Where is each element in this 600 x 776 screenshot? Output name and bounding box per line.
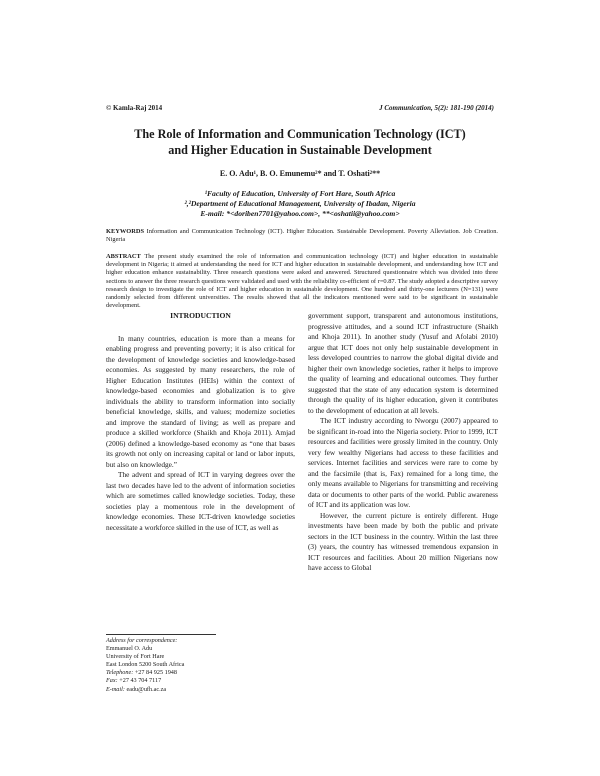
telephone-label: Telephone: xyxy=(106,669,134,677)
title-line-1: The Role of Information and Communication Technology (ICT) xyxy=(134,127,466,141)
correspondence-telephone xyxy=(106,669,295,677)
body-paragraph: The advent and spread of ICT in varying degrees over the last two decades have led to the advent of information societies which are sometimes called knowledge societies. Today, these societies play a momentous role in the development of knowledge economies. These ICT-driven knowledge societies necessitate a workforce skilled in the use of ICT, as well as xyxy=(106,470,295,532)
author-emails: E-mail: *<doriben7701@yahoo.com>, **<oshatii@yahoo.com> xyxy=(200,209,400,218)
abstract-label: ABSTRACT xyxy=(106,253,141,260)
email-value: eadu@ufh.ac.za xyxy=(124,685,167,693)
author-list: E. O. Adu¹, B. O. Emunemu²* and T. Oshati²** xyxy=(219,169,381,178)
introduction-heading: INTRODUCTION xyxy=(170,311,231,320)
body-paragraph: However, the current picture is entirely different. Huge investments have been made by both the public and private sectors in the ICT business in the country. Within the last three (3) years, the country has witnessed tremendous expansion in ICT resources and facilities. About 20 million Nigerians now have access to Global xyxy=(308,510,498,572)
correspondence-line-1: University of Fort Hare xyxy=(106,653,165,661)
abstract-text: The present study examined the role of information and communication technology (ICT) and higher education in sustainable development in Nigeria; it aimed at understanding the need for ICT and higher education in sustainable development, and understanding how ICT and higher education enhance sustainability. Three research questions were asked and answered. Structured questionnaire which was divided into three sections to answer the three research questions were validated and used with the reliability co-efficient of r=0.87. The study adopted a descriptive survey research design to investigate the role of ICT and higher education in sustainable development. One hundred and thirty-one lecturers (N=131) were randomly selected from different universities. The results showed that all the indicators mentioned were said to be significant in sustainable development. xyxy=(106,253,498,310)
journal-citation: J Communication, 5(2): 181-190 (2014) xyxy=(379,104,494,112)
body-paragraph: In many countries, education is more than a means for enabling progress and preventing poverty; it is also critical for the development of knowledge societies and knowledge-based economies. As suggested by many researchers, the role of Higher Education Institutes (HEIs) within the context of knowledge-based economies and globalization is to give individuals the ability to transform information into socially beneficial knowledge, skills, and values; modernize societies and improve the standard of living; as well as prepare and produce a skilled workforce (Shaikh and Khoja 2011). Amjad (2006) defined a knowledge-based economy as “one that bases its growth not only on increasing capital or land or labor inputs, but also on knowledge.” xyxy=(106,333,295,469)
correspondence-line-2: East London 5200 South Africa xyxy=(106,661,185,669)
keywords-label: KEYWORDS xyxy=(106,228,144,235)
body-paragraph: The ICT industry according to Nworgu (2007) appeared to be significant in-road into the Nigeria society. Prior to 1999, ICT resources and facilities were grossly limited in the country. Only very few wealthy Nigerians had access to these facilities and services. Internet facilities and services were rare to come by and the facsimile (that is, Fax) remained for a long time, the only means available to Nigerians for transmitting and receiving data or documents to other parts of the world. Public awareness of ICT and its application was low. xyxy=(308,416,498,509)
fax-label: Fax: xyxy=(106,677,118,685)
correspondence-email xyxy=(106,686,295,694)
keywords-text: Information and Communication Technology (ICT). Higher Education. Sustainable Development. Poverty Alleviation. Job Creation. Nigeria xyxy=(106,228,498,244)
affiliation-2: ²,²Department of Educational Management, University of Ibadan, Nigeria xyxy=(184,199,416,208)
affiliations xyxy=(60,189,540,219)
keywords xyxy=(106,228,498,245)
paper-title xyxy=(60,126,540,158)
running-header xyxy=(106,104,494,112)
abstract xyxy=(106,253,498,310)
left-column xyxy=(106,311,295,533)
fax-value: +27 43 704 7117 xyxy=(117,677,162,685)
right-column xyxy=(308,311,498,574)
correspondence-label: Address for correspondence: xyxy=(106,637,178,644)
footnote-divider xyxy=(106,634,216,635)
email-label: E-mail: xyxy=(106,685,125,693)
affiliation-1: ¹Faculty of Education, University of Fort Hare, South Africa xyxy=(204,189,396,198)
correspondence-name: Emmanuel O. Adu xyxy=(106,645,153,653)
telephone-value: +27 84 925 1948 xyxy=(133,669,177,677)
copyright-line: © Kamla-Raj 2014 xyxy=(106,104,163,112)
title-line-2: and Higher Education in Sustainable Development xyxy=(168,143,432,157)
body-paragraph: government support, transparent and autonomous institutions, progressive attitudes, and a sound ICT infrastructure (Shaikh and Khoja 2011). In another study (Yusuf and Afolabi 2010) argue that ICT does not only help sustainable development in less developed countries to narrow the global digital divide and higher their own knowledge societies, rather it helps to improve the quality of learning and educational outcomes. They further suggested that the state of any education system is determined through the quality of its higher education, given it contributes to the development of education at all levels. xyxy=(308,311,498,415)
correspondence-address xyxy=(106,637,295,694)
correspondence-fax xyxy=(106,677,295,685)
